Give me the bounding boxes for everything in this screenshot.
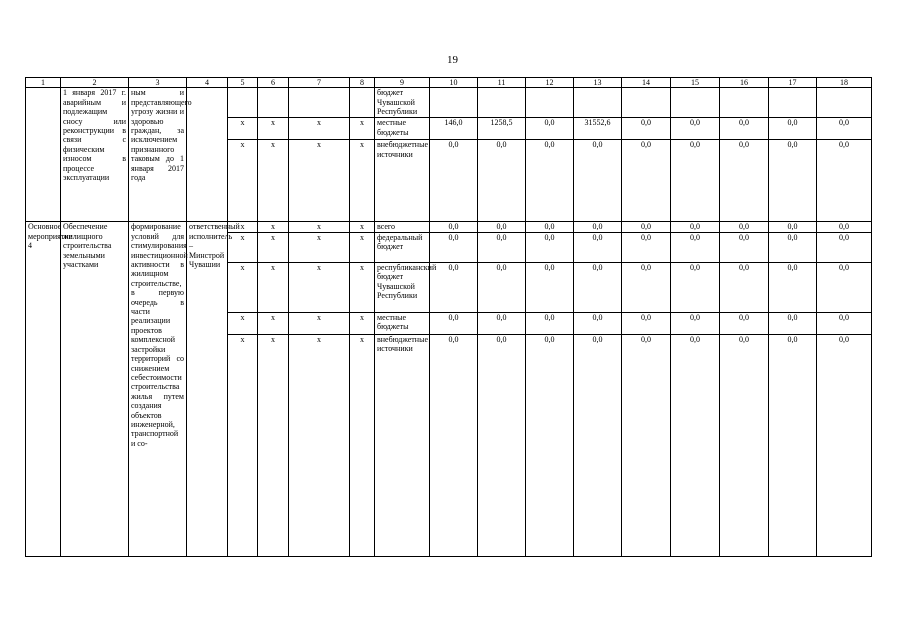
mark-cell: х xyxy=(289,232,350,262)
column-header: 11 xyxy=(478,78,526,88)
value-cell: 0,0 xyxy=(720,222,769,232)
funding-source: всего xyxy=(375,222,430,232)
value-cell: 0,0 xyxy=(720,140,769,222)
mark-cell: х xyxy=(258,140,289,222)
value-cell: 0,0 xyxy=(769,334,817,556)
value-cell: 0,0 xyxy=(622,312,671,334)
mark-cell: х xyxy=(289,140,350,222)
value-cell: 0,0 xyxy=(622,232,671,262)
mark-cell: х xyxy=(258,222,289,232)
measure-goal: ным и представляющего угрозу жизни и здоровью граждан, за исключением признанного таковым до 1 января 2017 года xyxy=(129,88,187,222)
value-cell: 0,0 xyxy=(671,232,720,262)
measure-number: Основное мероприятие 4 xyxy=(26,222,61,556)
mark-cell xyxy=(228,88,258,118)
mark-cell: х xyxy=(258,312,289,334)
value-cell: 146,0 xyxy=(430,118,478,140)
value-cell xyxy=(671,88,720,118)
mark-cell xyxy=(289,88,350,118)
value-cell xyxy=(574,88,622,118)
value-cell: 0,0 xyxy=(478,262,526,312)
value-cell: 0,0 xyxy=(430,262,478,312)
mark-cell: х xyxy=(350,232,375,262)
funding-source: внебюджетные источники xyxy=(375,140,430,222)
column-header: 18 xyxy=(817,78,872,88)
value-cell: 0,0 xyxy=(817,222,872,232)
mark-cell: х xyxy=(228,118,258,140)
value-cell: 0,0 xyxy=(478,232,526,262)
value-cell: 0,0 xyxy=(526,232,574,262)
value-cell: 31552,6 xyxy=(574,118,622,140)
value-cell: 0,0 xyxy=(526,334,574,556)
value-cell: 0,0 xyxy=(478,140,526,222)
mark-cell: х xyxy=(350,334,375,556)
funding-source: местные бюджеты xyxy=(375,118,430,140)
value-cell: 0,0 xyxy=(720,334,769,556)
value-cell: 0,0 xyxy=(769,140,817,222)
value-cell: 0,0 xyxy=(574,312,622,334)
column-header: 14 xyxy=(622,78,671,88)
column-header: 2 xyxy=(61,78,129,88)
value-cell: 0,0 xyxy=(817,262,872,312)
value-cell: 0,0 xyxy=(720,312,769,334)
mark-cell: х xyxy=(258,262,289,312)
mark-cell: х xyxy=(289,262,350,312)
value-cell: 0,0 xyxy=(430,312,478,334)
value-cell: 0,0 xyxy=(526,118,574,140)
mark-cell: х xyxy=(258,334,289,556)
mark-cell: х xyxy=(350,140,375,222)
value-cell: 0,0 xyxy=(769,118,817,140)
value-cell: 0,0 xyxy=(526,140,574,222)
header-row xyxy=(26,78,872,88)
value-cell: 0,0 xyxy=(430,222,478,232)
mark-cell: х xyxy=(289,118,350,140)
measure-description: Обеспечение жилищного строительства земельными участками xyxy=(61,222,129,556)
value-cell: 0,0 xyxy=(526,222,574,232)
value-cell xyxy=(817,88,872,118)
funding-source: бюджет Чувашской Республики xyxy=(375,88,430,118)
value-cell xyxy=(769,88,817,118)
value-cell: 0,0 xyxy=(622,222,671,232)
value-cell: 0,0 xyxy=(671,140,720,222)
mark-cell: х xyxy=(258,118,289,140)
value-cell xyxy=(430,88,478,118)
page-number: 19 xyxy=(447,54,458,66)
column-header: 1 xyxy=(26,78,61,88)
column-header: 10 xyxy=(430,78,478,88)
value-cell: 0,0 xyxy=(574,222,622,232)
column-header: 3 xyxy=(129,78,187,88)
mark-cell: х xyxy=(289,334,350,556)
value-cell: 0,0 xyxy=(769,222,817,232)
value-cell: 0,0 xyxy=(671,262,720,312)
measure-cell xyxy=(26,88,61,222)
value-cell: 0,0 xyxy=(817,232,872,262)
mark-cell: х xyxy=(228,262,258,312)
value-cell: 0,0 xyxy=(769,232,817,262)
column-header: 15 xyxy=(671,78,720,88)
value-cell: 0,0 xyxy=(430,140,478,222)
column-header: 6 xyxy=(258,78,289,88)
value-cell: 0,0 xyxy=(430,232,478,262)
table-row xyxy=(26,222,872,232)
value-cell: 0,0 xyxy=(720,118,769,140)
mark-cell: х xyxy=(289,222,350,232)
value-cell: 0,0 xyxy=(671,334,720,556)
value-cell xyxy=(526,88,574,118)
responsible-executor: ответственный исполнитель – Минстрой Чувашии xyxy=(187,222,228,556)
mark-cell: х xyxy=(350,262,375,312)
mark-cell: х xyxy=(350,312,375,334)
mark-cell: х xyxy=(228,232,258,262)
column-header: 8 xyxy=(350,78,375,88)
program-table xyxy=(25,77,872,557)
column-header: 5 xyxy=(228,78,258,88)
value-cell: 0,0 xyxy=(720,232,769,262)
value-cell xyxy=(622,88,671,118)
mark-cell: х xyxy=(228,334,258,556)
funding-source: республиканский бюджет Чувашской Республики xyxy=(375,262,430,312)
mark-cell: х xyxy=(258,232,289,262)
value-cell: 0,0 xyxy=(574,232,622,262)
value-cell: 0,0 xyxy=(769,262,817,312)
value-cell: 0,0 xyxy=(574,262,622,312)
column-header: 16 xyxy=(720,78,769,88)
executor-cell xyxy=(187,88,228,222)
value-cell: 0,0 xyxy=(817,118,872,140)
value-cell: 0,0 xyxy=(817,140,872,222)
column-header: 9 xyxy=(375,78,430,88)
value-cell: 0,0 xyxy=(622,118,671,140)
value-cell xyxy=(478,88,526,118)
funding-source: местные бюджеты xyxy=(375,312,430,334)
mark-cell xyxy=(350,88,375,118)
value-cell: 0,0 xyxy=(478,222,526,232)
mark-cell: х xyxy=(350,118,375,140)
value-cell: 1258,5 xyxy=(478,118,526,140)
mark-cell: х xyxy=(228,222,258,232)
mark-cell xyxy=(258,88,289,118)
value-cell: 0,0 xyxy=(430,334,478,556)
value-cell: 0,0 xyxy=(671,312,720,334)
measure-goal: формирование условий для стимулирования инвестиционной активности в жилищном строительстве, в первую очередь в части реализации проектов комплексной застройки территорий со снижением себестоимости строительства жилья путем создания объектов инженерной, транспортной и со- xyxy=(129,222,187,556)
value-cell: 0,0 xyxy=(526,262,574,312)
funding-source: федеральный бюджет xyxy=(375,232,430,262)
value-cell: 0,0 xyxy=(817,312,872,334)
table-row xyxy=(26,88,872,118)
value-cell: 0,0 xyxy=(817,334,872,556)
value-cell: 0,0 xyxy=(720,262,769,312)
column-header: 12 xyxy=(526,78,574,88)
mark-cell: х xyxy=(350,222,375,232)
value-cell: 0,0 xyxy=(671,118,720,140)
value-cell: 0,0 xyxy=(526,312,574,334)
value-cell: 0,0 xyxy=(478,334,526,556)
value-cell: 0,0 xyxy=(769,312,817,334)
value-cell xyxy=(720,88,769,118)
value-cell: 0,0 xyxy=(478,312,526,334)
column-header: 7 xyxy=(289,78,350,88)
measure-description: 1 января 2017 г. аварийным и подлежащим сносу или реконструкции в связи с физическим износом в процессе эксплуатации xyxy=(61,88,129,222)
value-cell: 0,0 xyxy=(622,140,671,222)
column-header: 13 xyxy=(574,78,622,88)
value-cell: 0,0 xyxy=(574,140,622,222)
column-header: 17 xyxy=(769,78,817,88)
mark-cell: х xyxy=(228,312,258,334)
value-cell: 0,0 xyxy=(622,334,671,556)
funding-source: внебюджетные источники xyxy=(375,334,430,556)
column-header: 4 xyxy=(187,78,228,88)
value-cell: 0,0 xyxy=(622,262,671,312)
mark-cell: х xyxy=(289,312,350,334)
mark-cell: х xyxy=(228,140,258,222)
value-cell: 0,0 xyxy=(671,222,720,232)
value-cell: 0,0 xyxy=(574,334,622,556)
